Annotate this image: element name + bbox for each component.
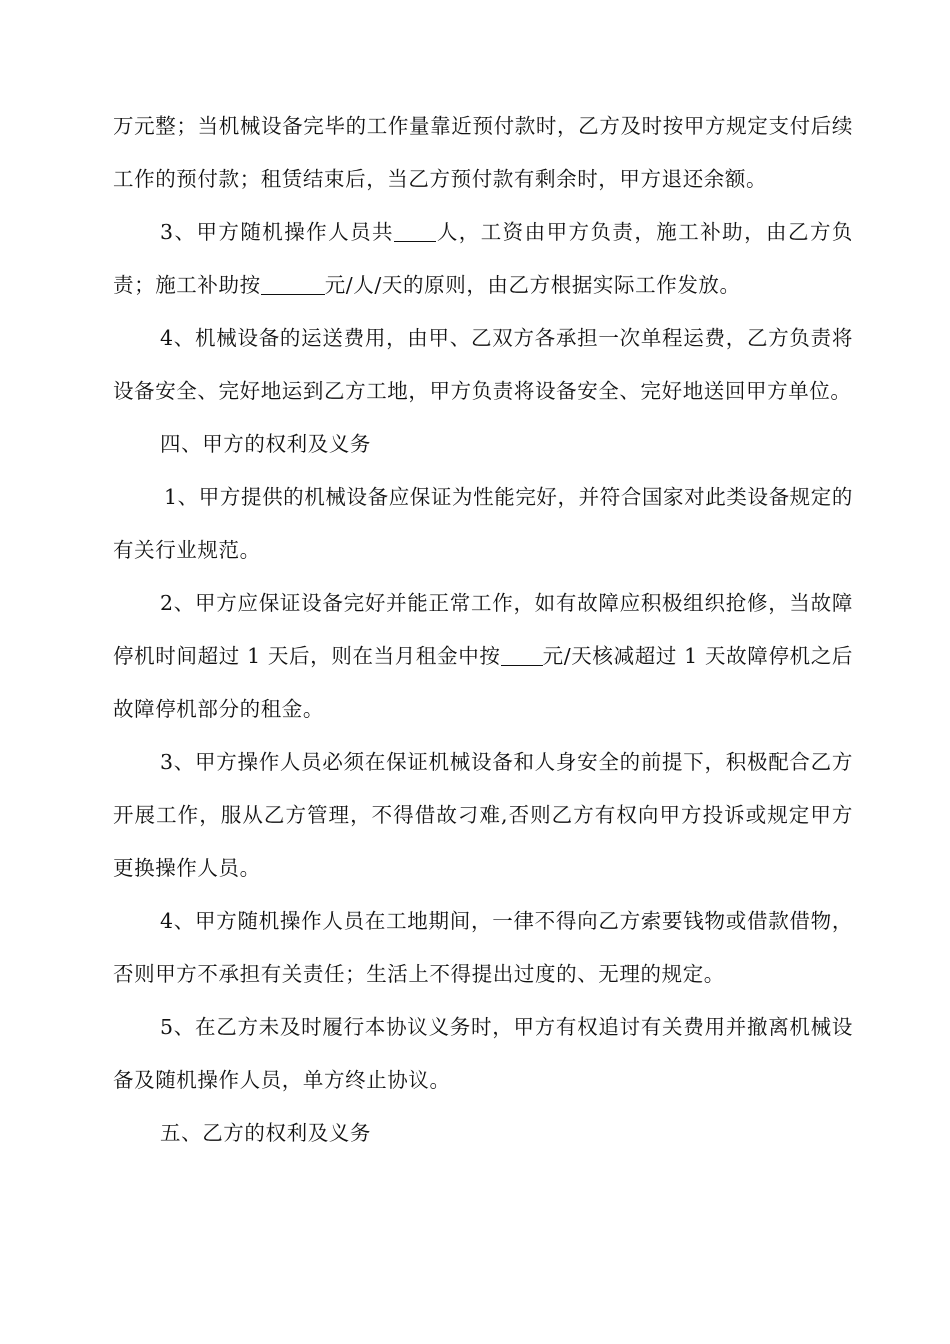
paragraph-advance-payment: 万元整；当机械设备完毕的工作量靠近预付款时，乙方及时按甲方规定支付后续工作的预付款；租赁结束后，当乙方预付款有剩余时，甲方退还余额。 — [113, 114, 853, 191]
paragraph-operator-wages — [113, 206, 853, 312]
clause-text: 2、甲方应保证设备完好并能正常工作，如有故障应积极组织抢修，当故障停机时间超过 1 天后，则在当月租金中按 — [113, 591, 853, 668]
paragraph-operator-conduct: 3、甲方操作人员必须在保证机械设备和人身安全的前提下，积极配合乙方开展工作，服从乙方管理，不得借故刁难,否则乙方有权向甲方投诉或规定甲方更换操作人员。 — [113, 750, 853, 880]
section-heading-party-b-rights: 五、乙方的权利及义务 — [160, 1121, 371, 1145]
paragraph-termination-right: 5、在乙方未及时履行本协议义务时，甲方有权追讨有关费用并撤离机械设备及随机操作人员，单方终止协议。 — [113, 1015, 853, 1092]
blank-allowance-amount — [261, 274, 325, 295]
section-heading-party-a-rights: 四、甲方的权利及义务 — [160, 432, 371, 456]
clause-text: 元/天核减超过 1 天故障停机之后故障停机部分的租金。 — [113, 644, 853, 721]
document-body — [113, 100, 853, 1160]
clause-text: 3、甲方随机操作人员共 — [160, 220, 394, 244]
paragraph-operator-restrictions: 4、甲方随机操作人员在工地期间，一律不得向乙方索要钱物或借款借物，否则甲方不承担有关责任；生活上不得提出过度的、无理的规定。 — [113, 909, 853, 986]
clause-text: 元/人/天的原则，由乙方根据实际工作发放。 — [324, 273, 741, 297]
paragraph-equipment-standard: 1、甲方提供的机械设备应保证为性能完好，并符合国家对此类设备规定的有关行业规范。 — [113, 485, 853, 562]
clause-text: 人，工资由甲方负责，施工补助，由乙方负责；施工补助按 — [113, 220, 853, 297]
paragraph-breakdown-deduction — [113, 577, 853, 736]
blank-deduction-amount — [501, 645, 543, 666]
paragraph-transport-cost: 4、机械设备的运送费用，由甲、乙双方各承担一次单程运费，乙方负责将设备安全、完好地运到乙方工地，甲方负责将设备安全、完好地送回甲方单位。 — [113, 326, 853, 403]
blank-operator-count — [394, 221, 436, 242]
